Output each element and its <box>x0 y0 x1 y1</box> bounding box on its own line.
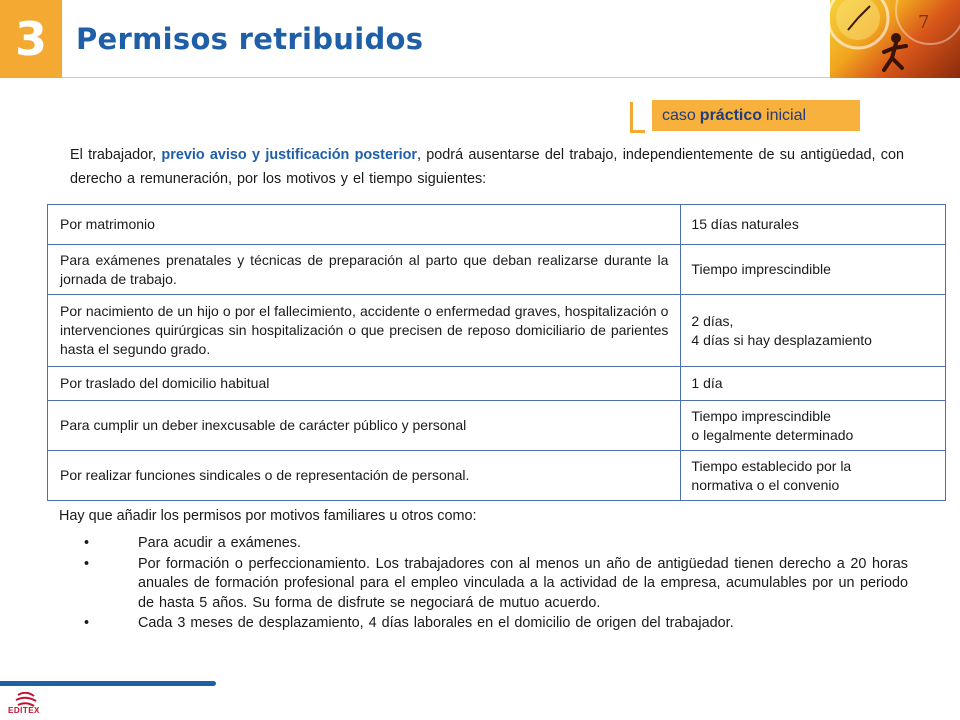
footer-bar <box>0 681 216 686</box>
header-divider <box>62 77 830 78</box>
list-item-text: Cada 3 meses de desplazamiento, 4 días laborales en el domicilio de origen del trabajador. <box>138 615 734 631</box>
intro-text-start: El trabajador, <box>70 147 162 163</box>
duration-line-1: 1 día <box>691 375 723 391</box>
list-item-text: Por formación o perfeccionamiento. Los trabajadores con al menos un año de antigüedad tienen derecho a 20 horas anuales de formación profesional para el empleo vinculada a la actividad de la empresa, acumulables por un periodo de hasta 5 años. Su forma de disfrute se negociará de mutuo acuerdo. <box>138 555 908 611</box>
reason-cell: Para exámenes prenatales y técnicas de preparación al parto que deban realizarse durante la jornada de trabajo. <box>48 245 681 295</box>
tag-bracket <box>630 102 645 133</box>
list-item <box>78 534 908 554</box>
duration-cell <box>681 401 946 451</box>
duration-line-2: normativa o el convenio <box>691 476 840 493</box>
bullet-icon: • <box>84 555 90 572</box>
table-row <box>48 401 946 451</box>
chapter-number: 3 <box>14 12 47 66</box>
page-title: Permisos retribuidos <box>76 22 424 56</box>
duration-line-2: 4 días si hay desplazamiento <box>691 331 872 348</box>
duration-cell <box>681 205 946 245</box>
table-row <box>48 205 946 245</box>
duration-line-2: o legalmente determinado <box>691 426 854 443</box>
intro-highlight: previo aviso y justificación posterior <box>161 147 417 163</box>
tag-suffix: inicial <box>766 106 807 124</box>
duration-line-1: 2 días, <box>691 312 734 329</box>
chapter-number-box <box>0 0 62 78</box>
duration-cell <box>681 367 946 401</box>
intro-paragraph <box>70 143 904 191</box>
table-row <box>48 245 946 295</box>
list-item <box>78 614 908 634</box>
reason-cell: Por nacimiento de un hijo o por el fallecimiento, accidente o enfermedad graves, hospitalización o intervenciones quirúrgicas sin hospitalización o que precisen de reposo domiciliario de parientes hasta el segundo grado. <box>48 295 681 367</box>
duration-line-1: Tiempo establecido por la <box>691 457 852 474</box>
table-row <box>48 295 946 367</box>
bullet-icon: • <box>84 535 90 551</box>
duration-line-1: Tiempo imprescindible <box>691 407 831 424</box>
duration-cell <box>681 451 946 501</box>
editex-logo-text: EDITEX <box>8 706 40 715</box>
duration-line-1: Tiempo imprescindible <box>691 261 831 277</box>
table-row <box>48 451 946 501</box>
permissions-table <box>47 204 946 501</box>
extra-permissions-heading: Hay que añadir los permisos por motivos familiares u otros como: <box>59 508 477 524</box>
reason-cell: Para cumplir un deber inexcusable de carácter público y personal <box>48 401 681 451</box>
tag-bold-word: práctico <box>699 106 763 124</box>
section-tag <box>652 100 860 131</box>
clock-runner-image <box>830 0 960 78</box>
bullet-icon: • <box>84 615 90 631</box>
list-item <box>78 555 908 614</box>
reason-cell: Por traslado del domicilio habitual <box>48 367 681 401</box>
reason-cell: Por realizar funciones sindicales o de representación de personal. <box>48 451 681 501</box>
reason-cell: Por matrimonio <box>48 205 681 245</box>
duration-line-1: 15 días naturales <box>691 216 799 232</box>
svg-text:7: 7 <box>918 12 930 33</box>
tag-prefix: caso <box>662 106 696 124</box>
table-row <box>48 367 946 401</box>
extra-permissions-list <box>78 534 908 635</box>
list-item-text: Para acudir a exámenes. <box>138 535 301 551</box>
duration-cell <box>681 245 946 295</box>
intro-text-end: , podrá ausentarse del trabajo, independientemente de su antigüedad, con derecho a remuneración, por los motivos y el tiempo siguientes: <box>70 147 905 187</box>
duration-cell <box>681 295 946 367</box>
